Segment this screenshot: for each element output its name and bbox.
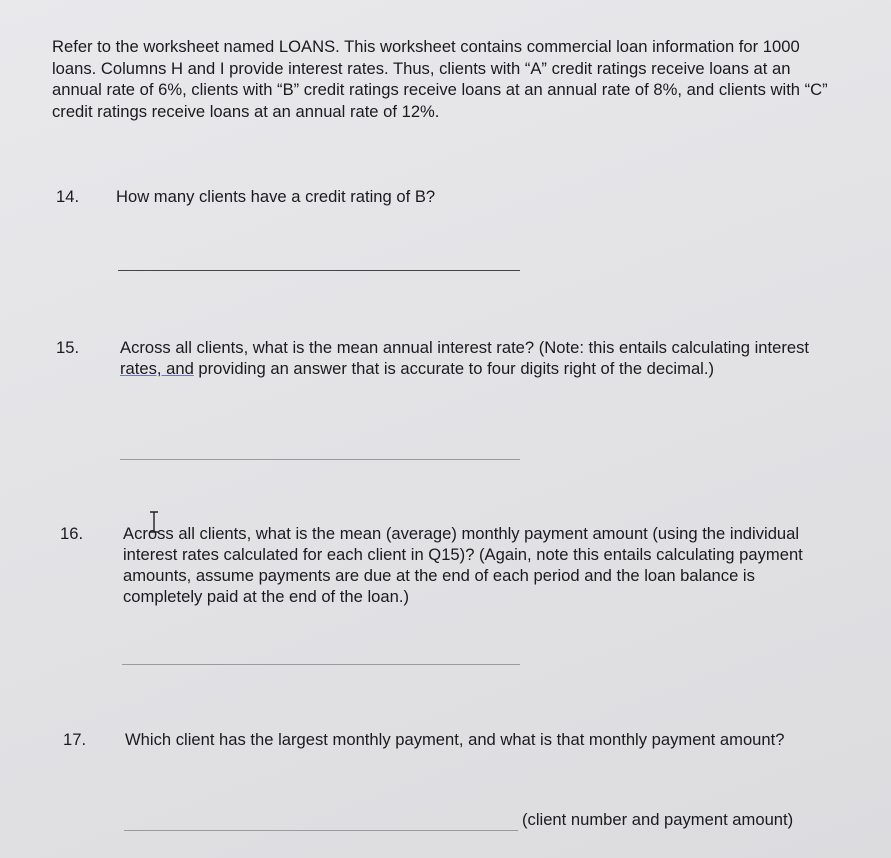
question-text-start: Across all clients, what is the mean annual interest rate? (Note: this entails calculating interest — [120, 338, 809, 357]
question-number: 16. — [60, 524, 84, 543]
answer-line-14[interactable] — [118, 270, 520, 271]
question-15 — [56, 337, 826, 407]
spellcheck-underline: rates, and — [120, 359, 194, 378]
question-number: 14. — [56, 187, 80, 206]
intro-paragraph: Refer to the worksheet named LOANS. This worksheet contains commercial loan information for 1000 loans. Columns H and I provide interest rates. Thus, clients with “A” credit ratings receive loans at an annual rate of 6%, clients with “B” credit ratings receive loans at an annual rate of 8%, and clients with “C” credit ratings receive loans at an annual rate of 12%. — [52, 37, 828, 121]
question-number: 17. — [63, 730, 87, 749]
question-text: Which client has the largest monthly payment, and what is that monthly payment amount? — [125, 730, 785, 749]
answer-line-17[interactable] — [124, 830, 518, 831]
question-number: 15. — [56, 338, 80, 357]
answer-suffix-label: (client number and payment amount) — [522, 810, 794, 829]
question-text: Across all clients, what is the mean (average) monthly payment amount (using the individual interest rates calculated for each client in Q15)? (Again, note this entails calculating payment amounts, assume payments are due at the end of each period and the loan balance is completely paid at the end of the loan.) — [123, 524, 803, 606]
question-text-end: providing an answer that is accurate to four digits right of the decimal.) — [193, 359, 714, 378]
question-16 — [60, 523, 830, 613]
question-17 — [63, 729, 833, 779]
question-14 — [56, 186, 816, 210]
question-text: How many clients have a credit rating of B? — [116, 187, 436, 206]
answer-line-16[interactable] — [122, 664, 520, 665]
text-cursor-icon — [149, 511, 159, 533]
answer-line-15[interactable] — [120, 459, 520, 460]
question-text — [120, 337, 820, 379]
